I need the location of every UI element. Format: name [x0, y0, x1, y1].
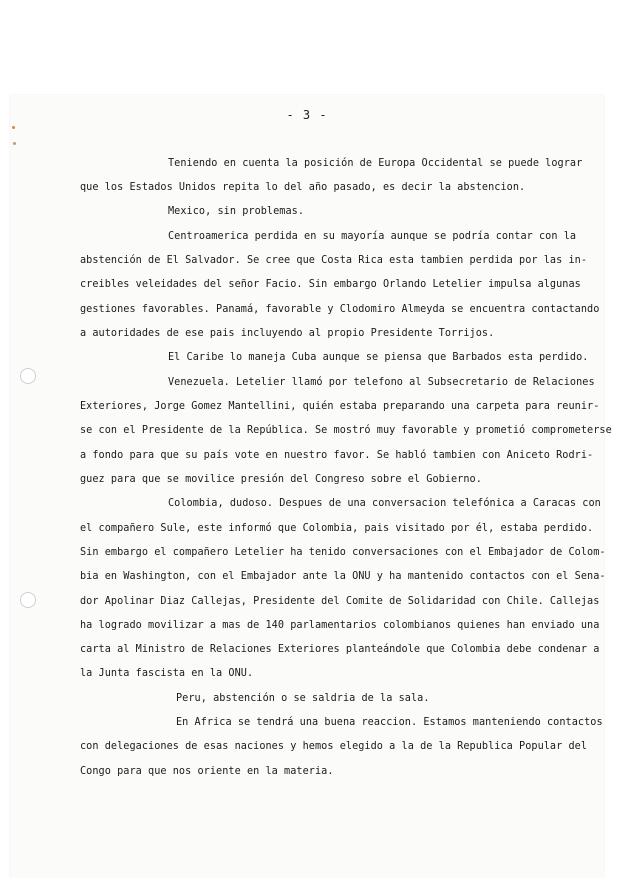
document-page — [10, 95, 612, 878]
text-line: Teniendo en cuenta la posición de Europa Occidental se puede lograr — [168, 158, 583, 169]
text-line: carta al Ministro de Relaciones Exteriores planteándole que Colombia debe condenar a — [80, 644, 600, 655]
page-number: - 3 - — [286, 108, 328, 122]
text-line: Peru, abstención o se saldria de la sala. — [176, 693, 430, 704]
text-line: Congo para que nos oriente en la materia. — [80, 766, 334, 777]
text-line: gestiones favorables. Panamá, favorable y Clodomiro Almeyda se encuentra contactando — [80, 304, 600, 315]
text-line: Mexico, sin problemas. — [168, 206, 305, 217]
text-line: a fondo para que su país vote en nuestro favor. Se habló tambien con Aniceto Rodri- — [80, 450, 594, 461]
text-line: El Caribe lo maneja Cuba aunque se piensa que Barbados esta perdido. — [168, 352, 589, 363]
text-line: a autoridades de ese pais incluyendo al propio Presidente Torrijos. — [80, 328, 495, 339]
text-line: En Africa se tendrá una buena reaccion. Estamos manteniendo contactos — [176, 717, 603, 728]
stain-mark — [13, 142, 16, 145]
text-line: creibles veleidades del señor Facio. Sin embargo Orlando Letelier impulsa algunas — [80, 279, 581, 290]
text-line: la Junta fascista en la ONU. — [80, 668, 254, 679]
text-line: Exteriores, Jorge Gomez Mantellini, quién estaba preparando una carpeta para reunir- — [80, 401, 600, 412]
text-line: Sin embargo el compañero Letelier ha tenido conversaciones con el Embajador de Colom- — [80, 547, 606, 558]
text-line: ha logrado movilizar a mas de 140 parlamentarios colombianos quienes han enviado una — [80, 620, 600, 631]
punch-hole-upper — [20, 368, 36, 384]
text-line: que los Estados Unidos repita lo del año pasado, es decir la abstencion. — [80, 182, 526, 193]
text-line: Venezuela. Letelier llamó por telefono al Subsecretario de Relaciones — [168, 377, 595, 388]
text-line: bia en Washington, con el Embajador ante la ONU y ha mantenido contactos con el Sena- — [80, 571, 606, 582]
text-line: guez para que se movilice presión del Congreso sobre el Gobierno. — [80, 474, 482, 485]
stain-mark — [12, 126, 15, 129]
text-line: dor Apolinar Diaz Callejas, Presidente del Comite de Solidaridad con Chile. Callejas — [80, 596, 600, 607]
text-line: el compañero Sule, este informó que Colombia, pais visitado por él, estaba perdido. — [80, 523, 594, 534]
text-line: abstención de El Salvador. Se cree que Costa Rica esta tambien perdida por las in- — [80, 255, 588, 266]
text-line: Centroamerica perdida en su mayoría aunque se podría contar con la — [168, 231, 577, 242]
text-line: con delegaciones de esas naciones y hemos elegido a la de la Republica Popular del — [80, 741, 588, 752]
text-line: Colombia, dudoso. Despues de una conversacion telefónica a Caracas con — [168, 498, 601, 509]
text-line: se con el Presidente de la República. Se mostró muy favorable y prometió comprometerse — [80, 425, 612, 436]
punch-hole-lower — [20, 592, 36, 608]
